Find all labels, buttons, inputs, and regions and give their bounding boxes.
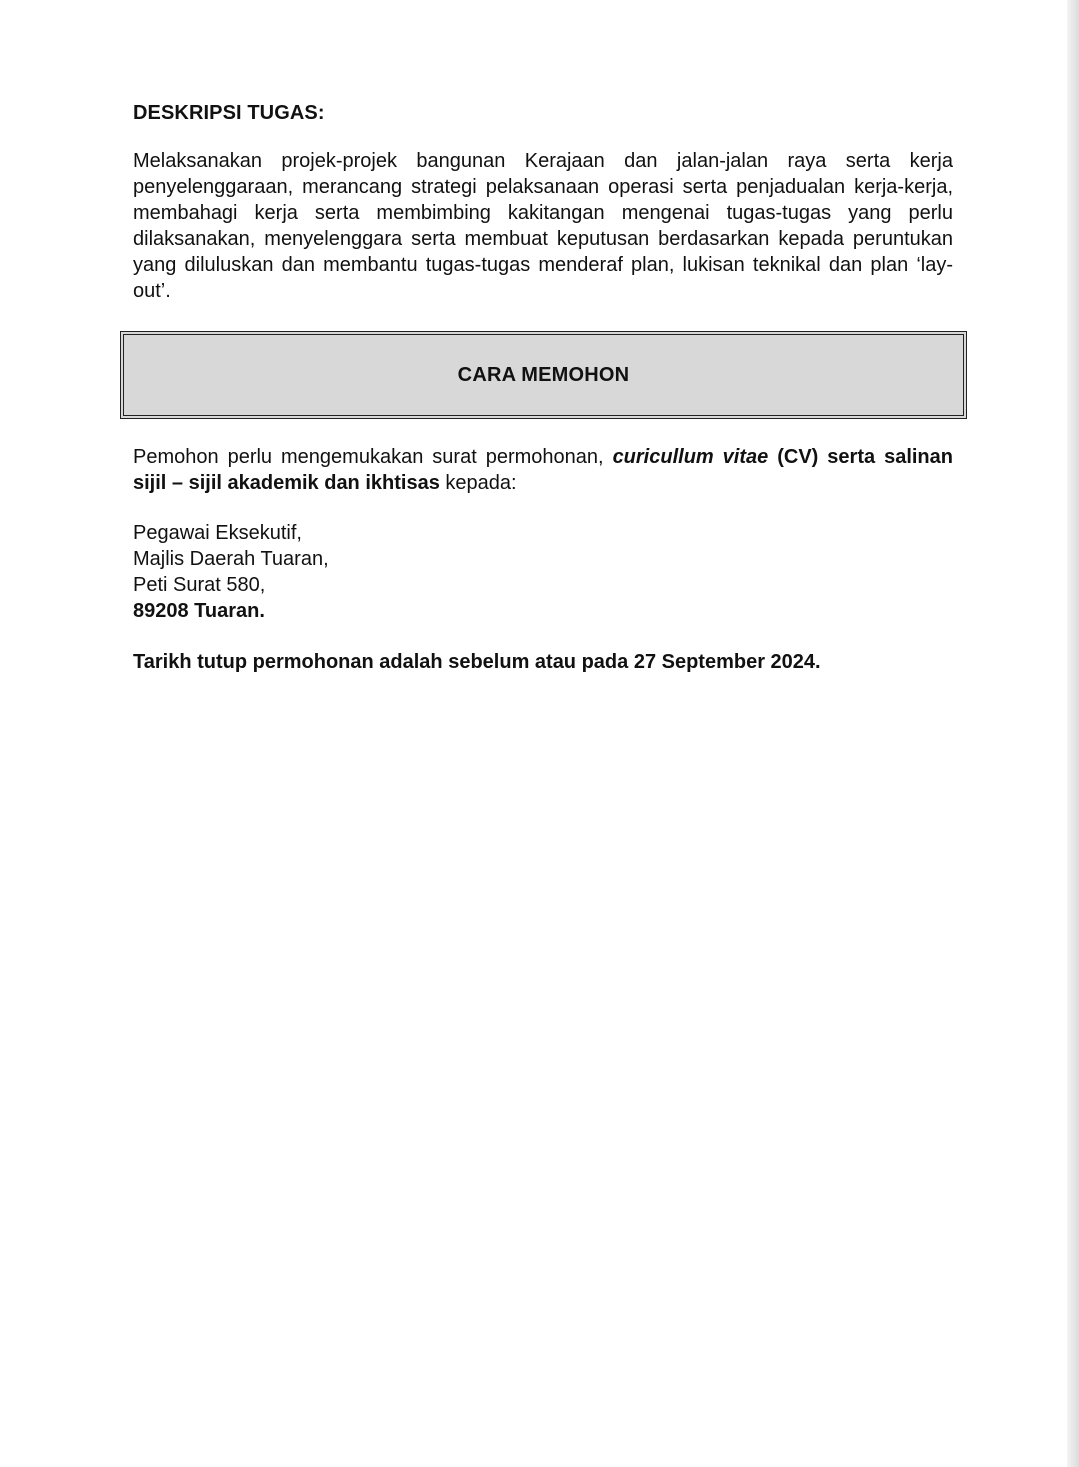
address-line-3: Peti Surat 580, (133, 574, 266, 596)
how-to-apply-title: CARA MEMOHON (457, 363, 630, 386)
duties-heading: DESKRIPSI TUGAS: (133, 102, 325, 124)
address-line-2: Majlis Daerah Tuaran, (133, 548, 329, 570)
instructions-cv-italic: curicullum vitae (612, 446, 769, 468)
closing-date-notice: Tarikh tutup permohonan adalah sebelum atau pada 27 September 2024. (133, 651, 821, 673)
duties-section (133, 96, 953, 304)
page-edge-shadow (1067, 0, 1079, 1467)
duties-paragraph: Melaksanakan projek-projek bangunan Kerajaan dan jalan-jalan raya serta kerja penyelenggaraan, merancang strategi pelaksanaan operasi serta penjadualan kerja-kerja, membahagi kerja serta membimbing kakitangan mengenai tugas-tugas yang perlu dilaksanakan, menyelenggara serta membuat keputusan berdasarkan kepada peruntukan yang diluluskan dan membantu tugas-tugas menderaf plan, lukisan teknikal dan plan ‘lay-out’. (133, 150, 953, 302)
how-to-apply-banner (120, 331, 967, 419)
address-line-1: Pegawai Eksekutif, (133, 522, 302, 544)
instructions-text-1: Pemohon perlu mengemukakan surat permohonan, (133, 446, 613, 468)
mailing-address (133, 520, 329, 624)
instructions-text-3: kepada: (439, 472, 517, 494)
instructions-documents: (CV) serta salinan sijil – sijil akademik dan ikhtisas (133, 446, 953, 494)
address-line-4: 89208 Tuaran. (133, 600, 265, 622)
application-instructions (133, 444, 953, 496)
